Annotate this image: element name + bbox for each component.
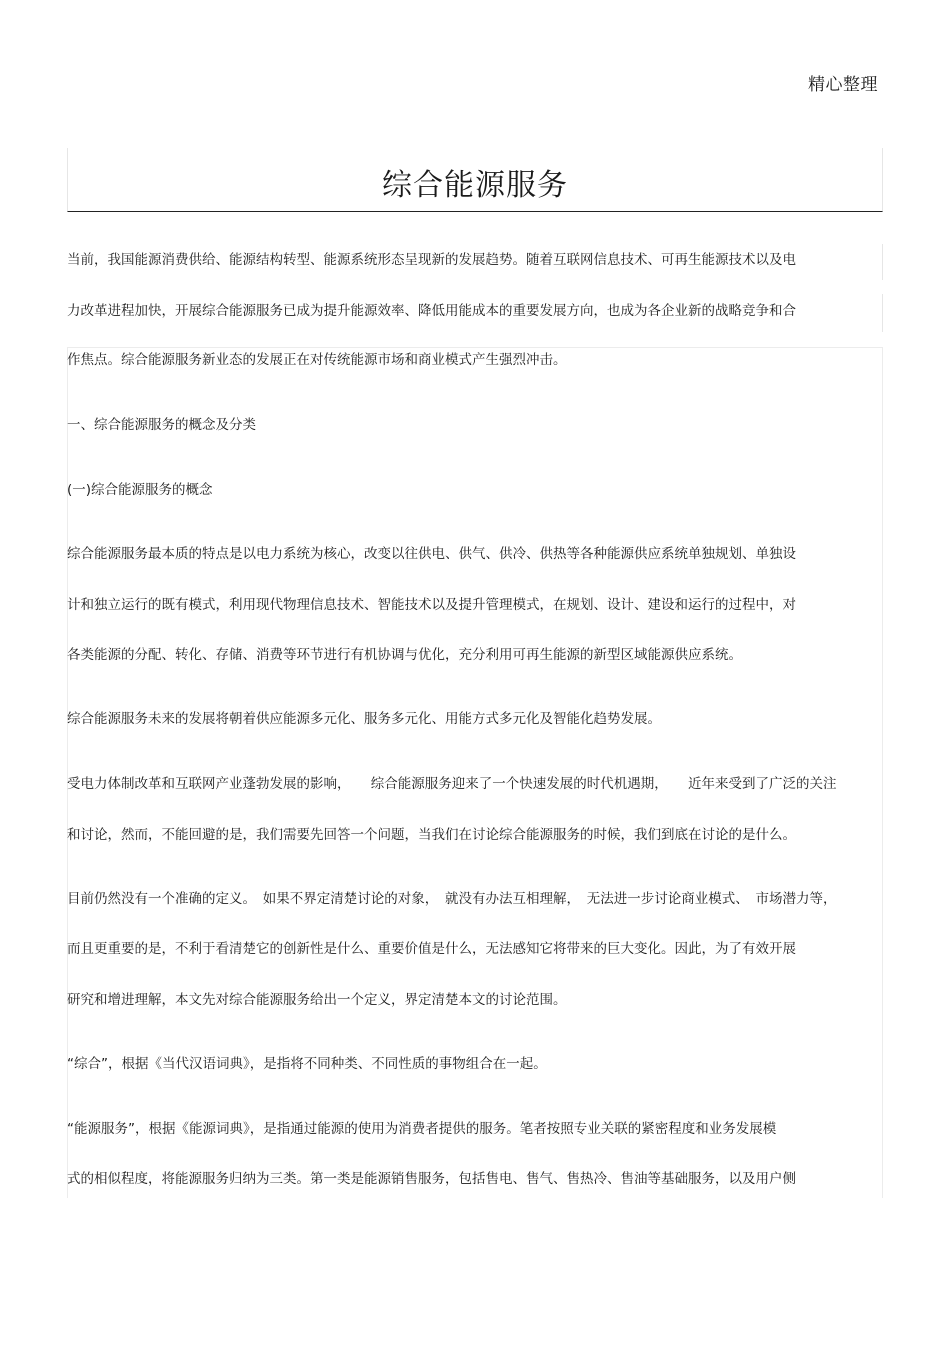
paragraph-line: 计和独立运行的既有模式，利用现代物理信息技术、智能技术以及提升管理模式，在规划、设计、建设和运行的过程中，对	[67, 597, 796, 613]
paragraph-line: 和讨论，然而，不能回避的是，我们需要先回答一个问题，当我们在讨论综合能源服务的时候，我们到底在讨论的是什么。	[67, 827, 796, 843]
paragraph-line: “综合”，根据《当代汉语词典》，是指将不同种类、不同性质的事物组合在一起。	[67, 1056, 547, 1072]
subsection-heading: (一)综合能源服务的概念	[67, 482, 213, 498]
paragraph-line: 当前，我国能源消费供给、能源结构转型、能源系统形态呈现新的发展趋势。随着互联网信息技术、可再生能源技术以及电	[67, 252, 796, 268]
section-heading: 一、综合能源服务的概念及分类	[67, 417, 256, 433]
right-rule-1	[882, 244, 883, 280]
paragraph-line: 力改革进程加快，开展综合能源服务已成为提升能源效率、降低用能成本的重要发展方向，也成为各企业新的战略竞争和合	[67, 303, 796, 319]
paragraph-line: 综合能源服务未来的发展将朝着供应能源多元化、服务多元化、用能方式多元化及智能化趋势发展。	[67, 711, 661, 727]
paragraph-line: 式的相似程度，将能源服务归纳为三类。第一类是能源销售服务，包括售电、售气、售热冷、售油等基础服务，以及用户侧	[67, 1171, 796, 1187]
paragraph-line: “能源服务”，根据《能源词典》，是指通过能源的使用为消费者提供的服务。笔者按照专业关联的紧密程度和业务发展模	[67, 1121, 777, 1137]
paragraph-line: 作焦点。综合能源服务新业态的发展正在对传统能源市场和商业模式产生强烈冲击。	[67, 352, 567, 368]
paragraph-line: 研究和增进理解，本文先对综合能源服务给出一个定义，界定清楚本文的讨论范围。	[67, 992, 567, 1008]
document-title: 综合能源服务	[382, 168, 568, 203]
paragraph-line: 目前仍然没有一个准确的定义。 如果不界定清楚讨论的对象， 就没有办法互相理解， 无法进一步讨论商业模式、 市场潜力等，	[67, 891, 837, 907]
right-rule-2	[882, 294, 883, 332]
paragraph-line: 受电力体制改革和互联网产业蓬勃发展的影响， 综合能源服务迎来了一个快速发展的时代机遇期， 近年来受到了广泛的关注	[67, 776, 837, 792]
title-box	[67, 148, 883, 212]
paragraph-line: 而且更重要的是，不利于看清楚它的创新性是什么、重要价值是什么，无法感知它将带来的巨大变化。因此，为了有效开展	[67, 941, 796, 957]
paragraph-line: 综合能源服务最本质的特点是以电力系统为核心，改变以往供电、供气、供冷、供热等各种能源供应系统单独规划、单独设	[67, 546, 796, 562]
paragraph-line: 各类能源的分配、转化、存储、消费等环节进行有机协调与优化，充分利用可再生能源的新型区域能源供应系统。	[67, 647, 742, 663]
header-note: 精心整理	[808, 75, 878, 95]
